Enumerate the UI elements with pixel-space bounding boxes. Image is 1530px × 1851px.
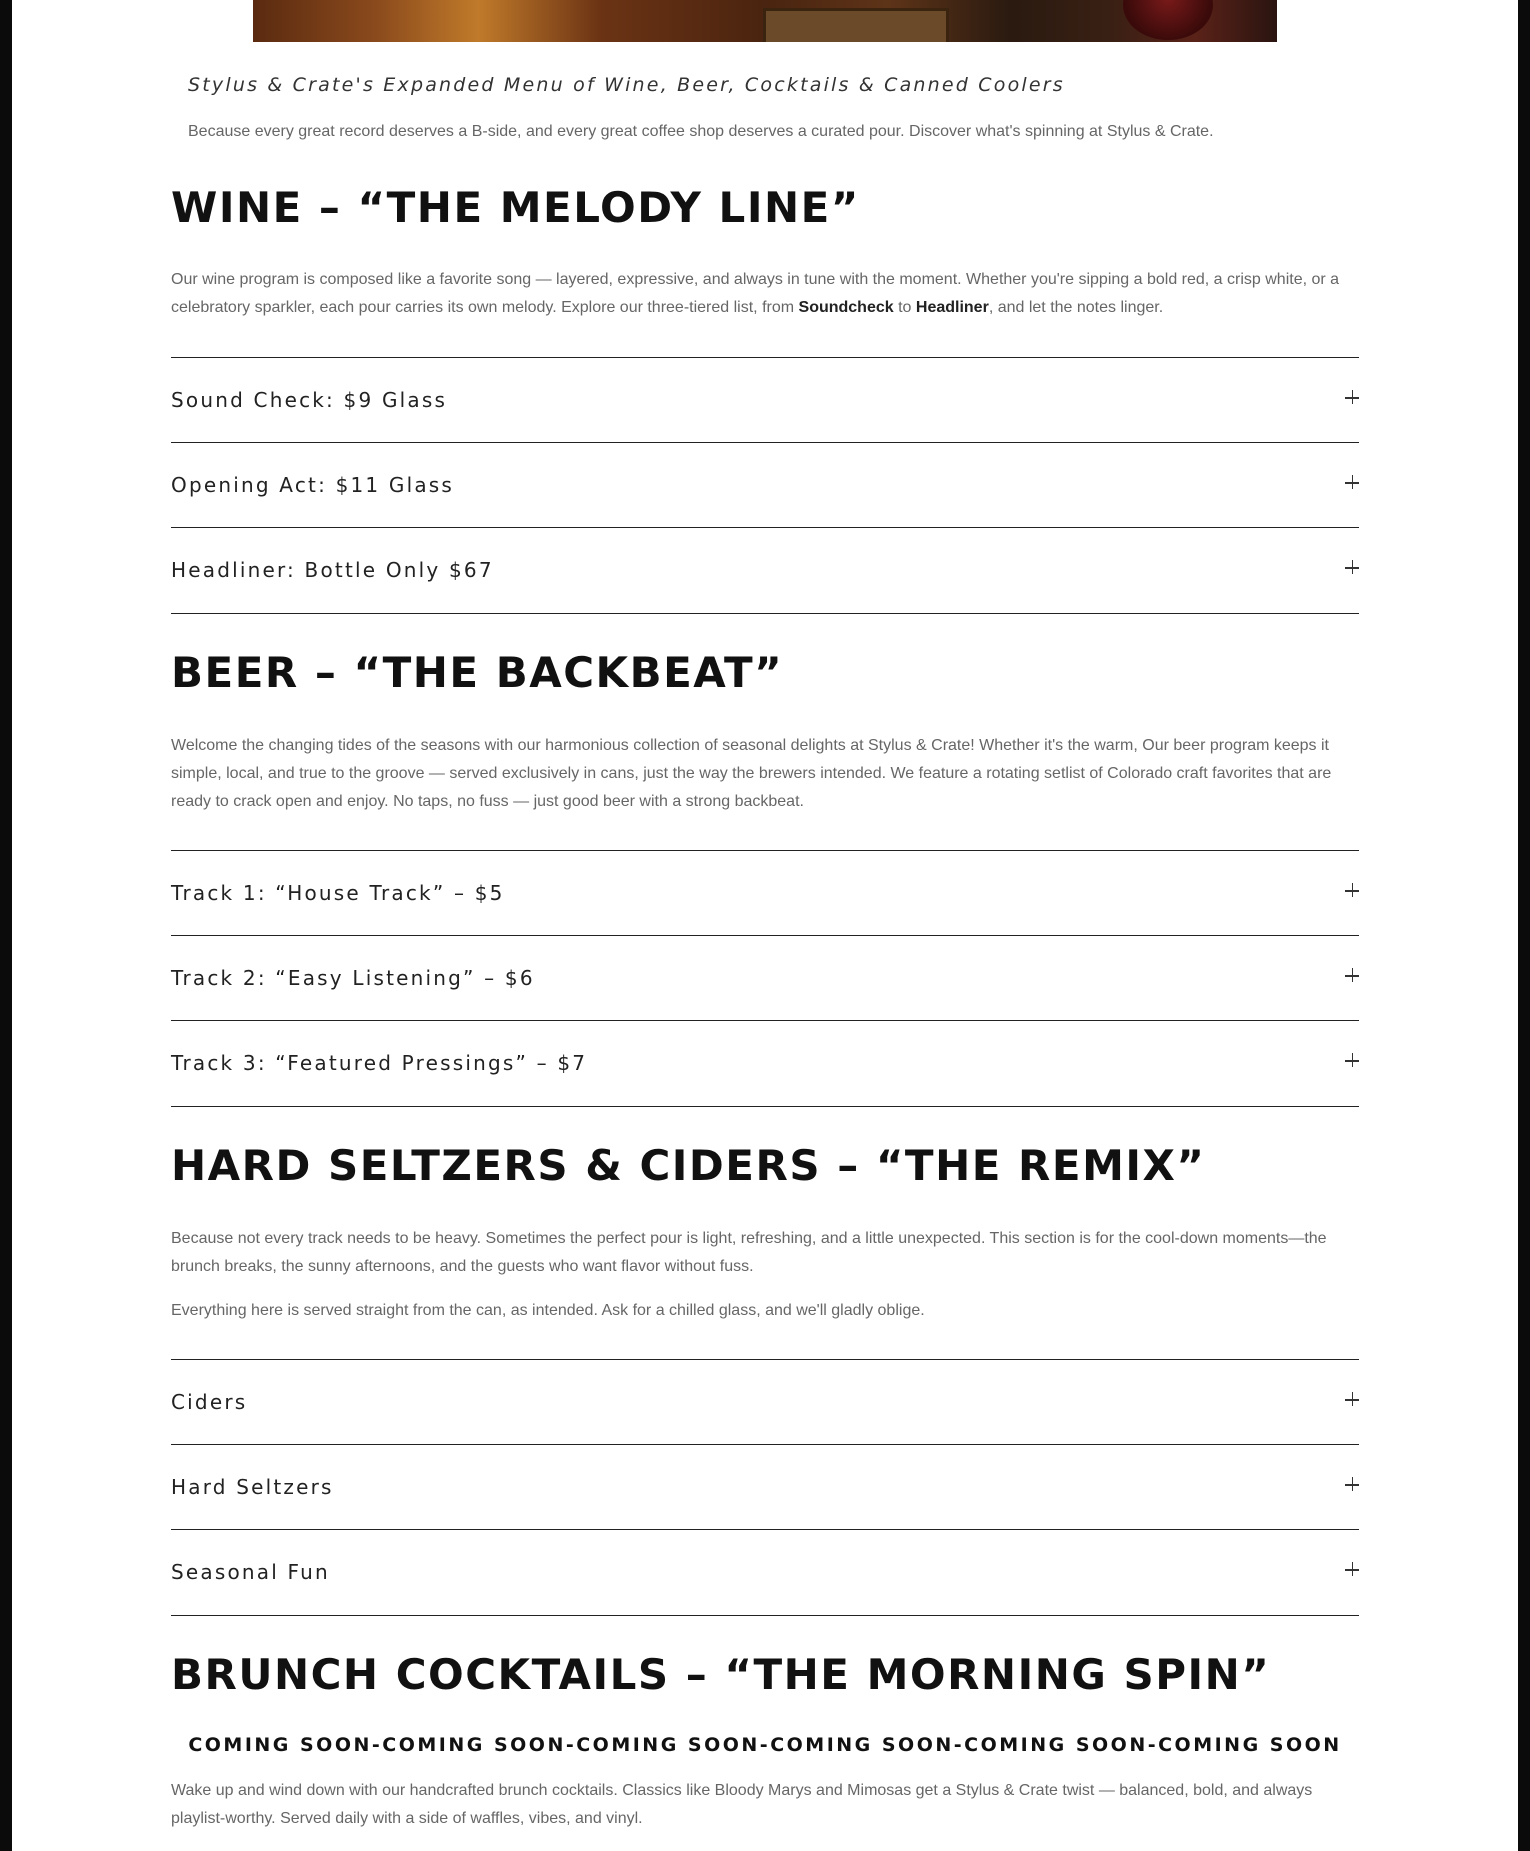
accordion-ciders[interactable] bbox=[171, 1359, 1359, 1445]
brunch-description: Wake up and wind down with our handcrafted brunch cocktails. Classics like Bloody Marys and Mimosas get a Stylus & Crate twist — balanced, bold, and always playlist-worthy. Served daily with a side of waffles, vibes, and vinyl. bbox=[171, 1782, 1313, 1827]
accordion-opening-act[interactable] bbox=[171, 442, 1359, 528]
page-tagline: Stylus & Crate's Expanded Menu of Wine, Beer, Cocktails & Canned Coolers bbox=[188, 74, 1065, 96]
plus-icon[interactable] bbox=[1345, 560, 1359, 574]
wine-desc-text-3: , and let the notes linger. bbox=[988, 299, 1164, 316]
plus-icon[interactable] bbox=[1345, 1053, 1359, 1067]
accordion-hard-seltzers[interactable] bbox=[171, 1444, 1359, 1530]
wine-section-title: WINE – “THE MELODY LINE” bbox=[171, 183, 860, 232]
accordion-label: Opening Act: $11 Glass bbox=[171, 473, 455, 497]
wine-desc-headliner: Headliner bbox=[915, 299, 989, 316]
seltzers-section-title: HARD SELTZERS & CIDERS – “THE REMIX” bbox=[171, 1141, 1206, 1190]
plus-icon[interactable] bbox=[1345, 1477, 1359, 1491]
plus-icon[interactable] bbox=[1345, 390, 1359, 404]
plus-icon[interactable] bbox=[1345, 475, 1359, 489]
accordion-label: Headliner: Bottle Only $67 bbox=[171, 558, 494, 582]
wine-desc-soundcheck: Soundcheck bbox=[798, 299, 894, 316]
accordion-sound-check[interactable] bbox=[171, 357, 1359, 443]
accordion-label: Track 1: “House Track” – $5 bbox=[171, 881, 505, 905]
page bbox=[12, 0, 1518, 1851]
accordion-label: Ciders bbox=[171, 1390, 248, 1414]
accordion-label: Track 2: “Easy Listening” – $6 bbox=[171, 966, 535, 990]
accordion-label: Sound Check: $9 Glass bbox=[171, 388, 448, 412]
brunch-section-title: BRUNCH COCKTAILS – “THE MORNING SPIN” bbox=[171, 1650, 1271, 1699]
hero-image-wine-glass-detail bbox=[1123, 0, 1213, 40]
beer-description: Welcome the changing tides of the seasons with our harmonious collection of seasonal delights at Stylus & Crate! Whether it's the warm, Our beer program keeps it simple, local, and true to the groove — served exclusively in cans, just the way the brewers intended. We feature a rotating setlist of Colorado craft favorites that are ready to crack open and enjoy. No taps, no fuss — just good beer with a strong backbeat. bbox=[171, 737, 1332, 810]
plus-icon[interactable] bbox=[1345, 968, 1359, 982]
plus-icon[interactable] bbox=[1345, 1562, 1359, 1576]
coming-soon-banner: COMING SOON-COMING SOON-COMING SOON-COMING SOON-COMING SOON-COMING SOON bbox=[188, 1734, 1342, 1756]
seltzers-description: Because not every track needs to be heavy. Sometimes the perfect pour is light, refreshing, and a little unexpected. This section is for the cool-down moments—the brunch breaks, the sunny afternoons, and the guests who want flavor without fuss. bbox=[171, 1230, 1327, 1275]
wine-desc-text-1: Our wine program is composed like a favorite song — layered, expressive, and always in tune with the moment. Whether you're sipping a bold red, a crisp white, or a celebratory sparkler, each pour carries its own melody. Explore our three-tiered list, from bbox=[171, 271, 1340, 316]
page-intro: Because every great record deserves a B-side, and every great coffee shop deserves a curated pour. Discover what's spinning at Stylus & Crate. bbox=[188, 123, 1214, 140]
accordion-track-1[interactable] bbox=[171, 850, 1359, 936]
beer-section-title: BEER – “THE BACKBEAT” bbox=[171, 648, 784, 697]
accordion-track-2[interactable] bbox=[171, 935, 1359, 1021]
hero-image-frame-detail bbox=[763, 8, 949, 42]
seltzers-description-2: Everything here is served straight from the can, as intended. Ask for a chilled glass, and we'll gladly oblige. bbox=[171, 1302, 925, 1319]
accordion-label: Seasonal Fun bbox=[171, 1560, 330, 1584]
accordion-label: Hard Seltzers bbox=[171, 1475, 334, 1499]
wine-description bbox=[171, 266, 1359, 322]
page-edge bbox=[1518, 0, 1530, 1851]
accordion-label: Track 3: “Featured Pressings” – $7 bbox=[171, 1051, 588, 1075]
wine-desc-text-2: to bbox=[893, 299, 916, 316]
hero-image bbox=[253, 0, 1277, 42]
accordion-seasonal-fun[interactable] bbox=[171, 1529, 1359, 1616]
accordion-headliner[interactable] bbox=[171, 527, 1359, 614]
plus-icon[interactable] bbox=[1345, 883, 1359, 897]
plus-icon[interactable] bbox=[1345, 1392, 1359, 1406]
accordion-track-3[interactable] bbox=[171, 1020, 1359, 1107]
